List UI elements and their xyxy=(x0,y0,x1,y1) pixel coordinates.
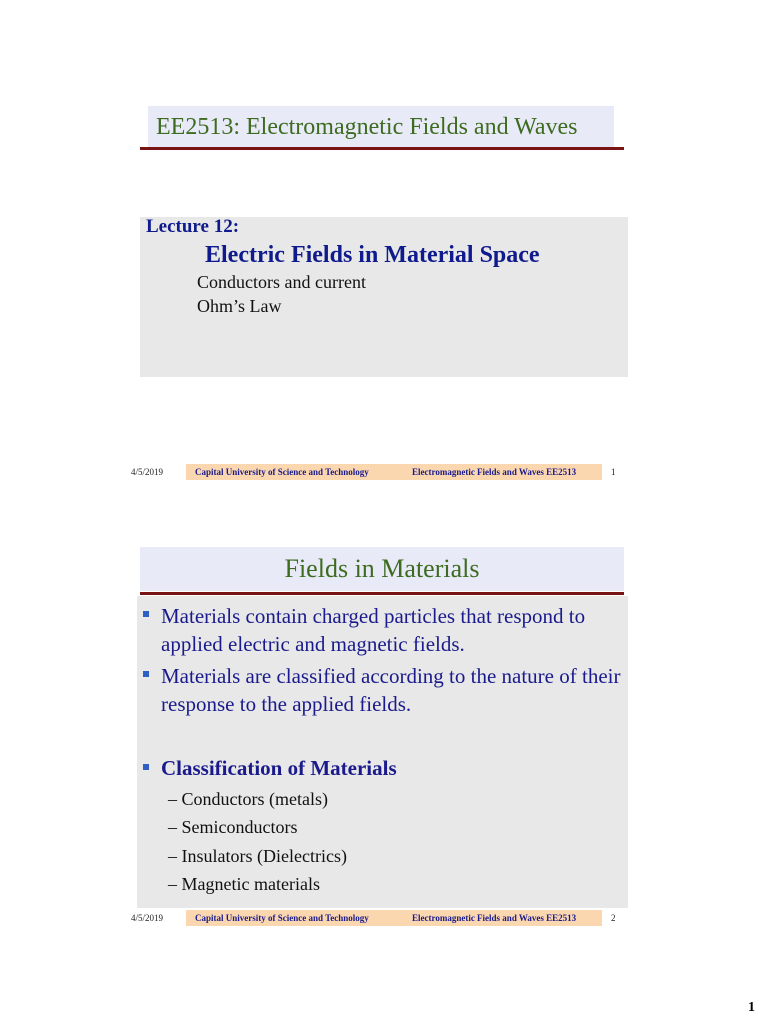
slide2-footer xyxy=(0,910,768,926)
slide1-title: EE2513: Electromagnetic Fields and Waves xyxy=(156,114,578,140)
sub-item-conductors: – Conductors (metals) xyxy=(168,789,328,809)
bullet-1: Materials contain charged particles that respond to applied electric and magnetic fields. xyxy=(161,604,586,656)
subtopic-2: Ohm’s Law xyxy=(197,296,282,316)
lecture-label: Lecture 12: xyxy=(146,216,240,237)
footer-date: 4/5/2019 xyxy=(131,467,164,477)
footer-university: Capital University of Science and Technology xyxy=(195,467,369,477)
footer-date: 4/5/2019 xyxy=(131,913,164,923)
subtopic-1: Conductors and current xyxy=(197,272,366,292)
sub-item-semiconductors: – Semiconductors xyxy=(168,817,298,837)
sub-item-magnetic: – Magnetic materials xyxy=(168,874,320,894)
bullet-2: Materials are classified according to the nature of their response to the applied fields. xyxy=(161,664,621,716)
slide2-title-rule xyxy=(140,592,624,595)
footer-course: Electromagnetic Fields and Waves EE2513 xyxy=(412,913,577,923)
page-number: 1 xyxy=(748,1000,755,1015)
footer-slide-number: 2 xyxy=(611,913,616,923)
slide1-title-rule xyxy=(140,147,624,150)
bullet-marker xyxy=(143,764,153,774)
bullet-3: Classification of Materials xyxy=(161,756,397,780)
slide2-title: Fields in Materials xyxy=(284,554,480,583)
bullet-marker xyxy=(143,671,153,681)
footer-university: Capital University of Science and Technology xyxy=(195,913,369,923)
footer-slide-number: 1 xyxy=(611,467,616,477)
footer-course: Electromagnetic Fields and Waves EE2513 xyxy=(412,467,577,477)
sub-item-insulators: – Insulators (Dielectrics) xyxy=(168,846,347,866)
lecture-heading: Electric Fields in Material Space xyxy=(205,242,540,268)
bullet-marker xyxy=(143,611,153,621)
slide1-footer xyxy=(0,464,768,480)
